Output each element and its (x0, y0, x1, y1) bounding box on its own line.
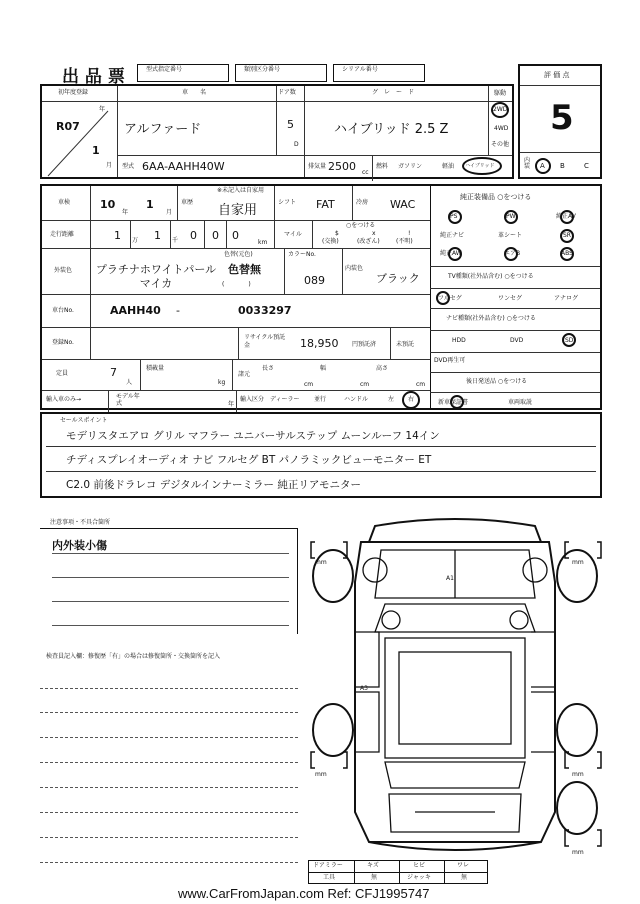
model-year-suffix: 年 (228, 401, 235, 408)
chassis-prefix: AAHH40 (110, 304, 161, 317)
chassis-number: 0033297 (238, 304, 292, 317)
later-warranty: 新車保証書 (438, 399, 469, 406)
grade-header: グ レ ー ド (372, 89, 415, 96)
legend-header-crack: ヒビ (413, 862, 426, 869)
recycle-paid: 円預託済 (352, 341, 377, 348)
doors-label: ドア数 (278, 89, 296, 96)
cert-number-label: 型式指定番号 (146, 66, 183, 73)
meter-unknown-mark: ! (408, 230, 411, 237)
doors-suffix: D (294, 141, 299, 148)
equip-abs: ABS (561, 250, 573, 257)
sales-points-block (40, 412, 602, 498)
mileage-digit-5: 0 (232, 229, 239, 242)
legend-header-mirror: ドアミラー (313, 862, 343, 869)
serial-number-label: シリアル番号 (342, 66, 378, 73)
notes-label: 注意事項・不具合箇所 (50, 519, 111, 526)
shaken-month-unit: 月 (166, 209, 173, 216)
shift-label: シフト (278, 199, 297, 206)
shaken-label: 車検 (58, 199, 71, 206)
exterior-label: 外装色 (54, 267, 73, 274)
load-label: 積載量 (146, 365, 165, 372)
cert-number-box (137, 64, 229, 82)
shaken-year: 10 (100, 198, 116, 211)
later-title: 後日発送品 ○をつける (466, 378, 528, 385)
tv-fullseg: フルセグ (438, 295, 462, 302)
import-parallel: 並行 (314, 396, 327, 403)
handle-right: 右 (408, 396, 415, 403)
legend-header-break: ワレ (457, 862, 470, 869)
category-number-box (235, 64, 327, 82)
first-reg-year: R07 (56, 120, 80, 133)
repaint-label: 色替(元色) (224, 251, 253, 258)
notes-text: 内外装小傷 (52, 539, 107, 552)
mileage-digit-1: 1 (114, 229, 121, 242)
mileage-label: 走行距離 (50, 231, 75, 238)
sen-unit: 千 (172, 237, 179, 244)
recycle-unpaid: 未預託 (396, 341, 415, 348)
displacement-value: 2500 (328, 160, 356, 173)
import-label: 輸入車のみ→ (46, 396, 82, 403)
legend-header-scratch: キズ (367, 862, 379, 869)
ac-label: 冷房 (356, 199, 369, 206)
recycle-value: 18,950 (300, 337, 339, 350)
grade-value: ハイブリッド 2.5 Z (334, 122, 449, 137)
import-type-label: 輸入区分 (240, 396, 265, 403)
nav-dvd-play: DVD再生可 (434, 357, 466, 364)
reg-no-label: 登録No. (52, 339, 74, 346)
shift-value: FAT (316, 198, 335, 211)
color-no: 089 (304, 274, 325, 287)
serial-number-box (333, 64, 425, 82)
equip-ps: PS (450, 213, 458, 220)
equip-pw: PW (506, 213, 516, 220)
first-reg-month: 1 (92, 144, 100, 157)
km-unit: km (258, 239, 268, 246)
man-unit: 万 (132, 237, 139, 244)
notes-box (40, 528, 298, 634)
damage-mark-a1: A1 (446, 575, 454, 582)
shaken-year-unit: 年 (122, 209, 129, 216)
handle-left: 左 (388, 396, 395, 403)
form-title: 出 品 票 (62, 67, 125, 87)
interior-grade-a: A (540, 162, 545, 170)
inspector-label: 検査員記入欄：修復歴「有」の場合は修復箇所・交換箇所を記入 (46, 653, 221, 660)
sales-line-2: チディスプレイオーディオ ナビ フルセグ BT パノラミックビューモニター ET (66, 454, 432, 466)
handle-label: ハンドル (344, 396, 369, 403)
equip-navi: 純正ナビ (440, 232, 465, 239)
int-color: ブラック (376, 272, 420, 285)
score-box (518, 64, 602, 179)
displacement-unit: cc (362, 169, 369, 176)
meter-tamper-mark: x (372, 230, 376, 237)
capacity-unit: 人 (126, 379, 133, 386)
capacity-label: 定員 (56, 370, 69, 377)
drive-2wd: 2WD (493, 106, 508, 113)
sales-points-label: セールスポイント (60, 417, 108, 424)
legend-value-tools: 工具 (323, 874, 336, 881)
car-name: アルファード (124, 122, 202, 137)
capacity-value: 7 (110, 366, 117, 379)
legend-table (308, 860, 488, 884)
interior-grade-c: C (584, 162, 589, 170)
color-no-label: カラーNo. (288, 251, 316, 258)
dim-width-cm: cm (360, 381, 370, 388)
equip-aw: 純正AW (440, 250, 462, 257)
mileage-digit-2: 1 (154, 229, 161, 242)
mile-label: マイル (284, 231, 302, 238)
sales-line-1: モデリスタエアロ グリル マフラー ユニバーサルステップ ムーンルーフ 14イン (66, 430, 440, 442)
ac-value: WAC (390, 198, 416, 211)
meter-unknown: (不明) (396, 238, 413, 245)
car-condition-diagram (305, 512, 605, 862)
mm-label-2: mm (572, 559, 584, 566)
equipment-title: 純正装備品 ○をつける (460, 193, 532, 201)
inspection-block (40, 184, 602, 410)
nav-title: ナビ種類(社外品含む) ○をつける (446, 315, 536, 322)
history-value: 自家用 (218, 203, 258, 218)
equip-airbag: エアB (504, 250, 521, 257)
model-code: 6AA-AAHH40W (142, 160, 225, 173)
model-year-label: モデル年式 (116, 393, 140, 407)
meter-note: ○をつける (346, 222, 376, 229)
fuel-label: 燃料 (376, 163, 389, 170)
dim-height: 高さ (376, 365, 389, 372)
model-code-label: 型式 (122, 163, 135, 170)
watermark: www.CarFromJapan.com Ref: CFJ1995747 (178, 886, 430, 901)
score-label: 評 価 点 (544, 71, 570, 79)
meter-tamper: (改ざん) (357, 238, 380, 245)
mm-label-4: mm (572, 771, 584, 778)
import-dealer: ディーラー (270, 396, 300, 403)
drive-label: 駆動 (494, 90, 507, 97)
later-manual: 車両取説 (508, 399, 533, 406)
damage-mark-a3: A3 (360, 685, 368, 692)
exterior-color: プラチナホワイトパールマイカ (95, 263, 217, 290)
dim-length-cm: cm (304, 381, 314, 388)
dim-label: 諸元 (238, 371, 251, 378)
shaken-month: 1 (146, 198, 154, 211)
fuel-hybrid: ハイブリッド (465, 163, 495, 169)
legend-value-2: 無 (461, 874, 468, 881)
doors-value: 5 (287, 118, 294, 131)
mileage-digit-3: 0 (190, 229, 197, 242)
dim-height-cm: cm (416, 381, 426, 388)
dim-length: 長さ (262, 365, 275, 372)
dim-width: 幅 (320, 365, 327, 372)
nav-dvd: DVD (510, 337, 524, 344)
mileage-digit-4: 0 (212, 229, 219, 242)
chassis-label: 車台No. (52, 307, 74, 314)
legend-value-1: 無 (371, 874, 378, 881)
first-reg-year-mark: 年 (99, 106, 106, 113)
tv-analog: アナログ (554, 295, 579, 302)
tv-title: TV種類(社外品含む) ○をつける (448, 273, 534, 280)
first-reg-month-mark: 月 (106, 162, 113, 169)
equip-av: 純正AV (556, 213, 576, 220)
nav-sd: SD (565, 337, 574, 344)
int-color-label: 内装色 (345, 265, 364, 272)
legend-value-jack: ジャッキ (407, 874, 431, 881)
load-unit: kg (218, 379, 226, 386)
equip-leather: 革シート (498, 232, 523, 239)
vehicle-info-block (40, 84, 514, 179)
interior-grade-b: B (560, 162, 565, 170)
repaint-value: 色替無 (228, 263, 261, 276)
sales-line-3: C2.0 前後ドラレコ デジタルインナーミラー 純正リアモニター (66, 479, 361, 491)
repaint-paren: ( ) (222, 281, 251, 288)
meter-swap: (交換) (322, 238, 339, 245)
tv-oneseg: ワンセグ (498, 295, 523, 302)
fuel-diesel: 軽油 (442, 163, 455, 170)
interior-grade-label: 内装 (524, 157, 531, 170)
mm-label-5: mm (572, 849, 584, 856)
history-label: 車歴 (181, 199, 194, 206)
equip-sr: SR (563, 232, 571, 239)
meter-swap-mark: $ (335, 230, 339, 237)
chassis-dash: - (176, 304, 180, 317)
recycle-label: リサイクル預託金 (244, 334, 286, 349)
score-value: 5 (550, 98, 574, 138)
car-name-label: 車 名 (182, 89, 207, 96)
drive-other: その他 (491, 141, 510, 148)
mm-label-1: mm (315, 559, 327, 566)
drive-4wd: 4WD (494, 125, 509, 132)
mm-label-3: mm (315, 771, 327, 778)
first-reg-label: 初年度登録 (58, 89, 89, 96)
fuel-gas: ガソリン (398, 163, 423, 170)
history-note: ※未記入は自家用 (217, 187, 265, 194)
category-number-label: 類別区分番号 (244, 66, 281, 73)
nav-hdd: HDD (452, 337, 466, 344)
displacement-label: 排気量 (308, 163, 327, 170)
